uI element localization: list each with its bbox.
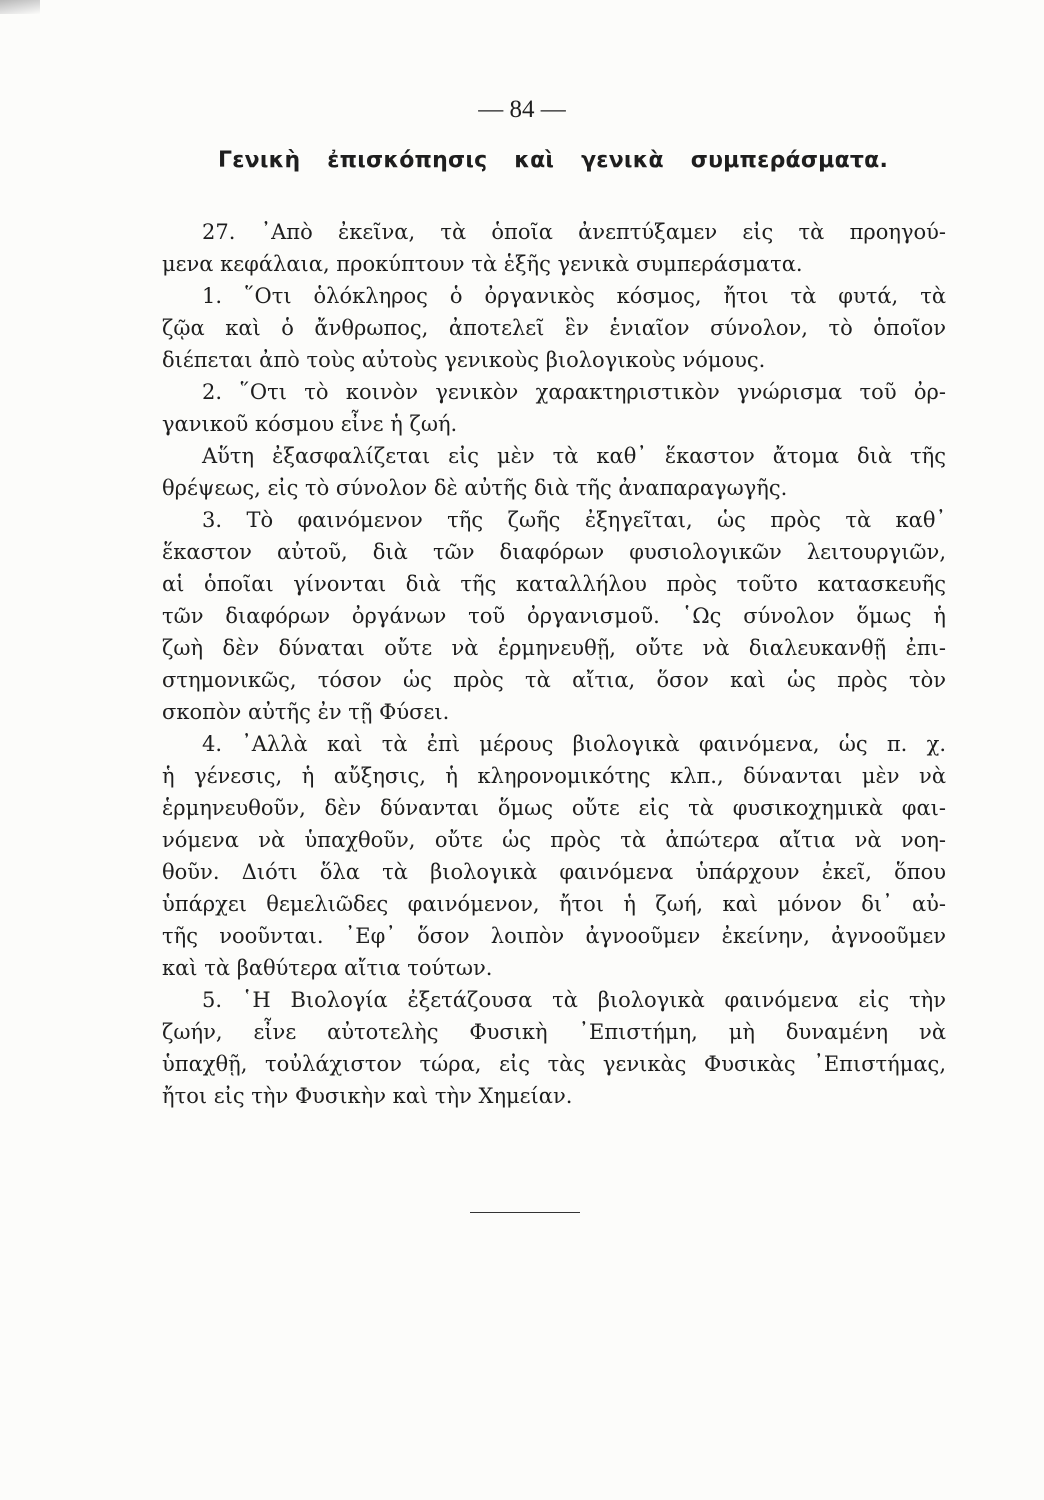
scan-corner-mark: [0, 0, 40, 14]
paragraph: [162, 504, 946, 728]
text-line: 1. ῞Οτι ὁλόκληρος ὁ ὀργανικὸς κόσμος, ἤτοι τὰ φυτά, τὰ: [202, 284, 946, 308]
text-line: ζωήν, εἶνε αὐτοτελὴς Φυσικὴ ᾿Επιστήμη, μὴ δυναμένη νὰ: [162, 1020, 946, 1044]
text-line: καὶ τὰ βαθύτερα αἴτια τούτων.: [162, 956, 493, 980]
text-line: 4. ᾿Αλλὰ καὶ τὰ ἐπὶ μέρους βιολογικὰ φαινόμενα, ὡς π. χ.: [202, 732, 946, 756]
text-line: 5. ῾Η Βιολογία ἐξετάζουσα τὰ βιολογικὰ φαινόμενα εἰς τὴν: [202, 988, 946, 1012]
text-line: θοῦν. Διότι ὅλα τὰ βιολογικὰ φαινόμενα ὑπάρχουν ἐκεῖ, ὅπου: [162, 860, 946, 884]
text-line: διέπεται ἀπὸ τοὺς αὐτοὺς γενικοὺς βιολογικοὺς νόμους.: [162, 348, 766, 372]
text-line: σκοπὸν αὐτῆς ἐν τῇ Φύσει.: [162, 700, 450, 724]
text-line: τῆς νοοῦνται. ᾿Εφ᾿ ὅσον λοιπὸν ἀγνοοῦμεν ἐκείνην, ἀγνοοῦμεν: [162, 924, 946, 948]
paragraph: [162, 984, 946, 1112]
text-line: στημονικῶς, τόσον ὡς πρὸς τὰ αἴτια, ὅσον καὶ ὡς πρὸς τὸν: [162, 668, 946, 692]
text-line: αἱ ὁποῖαι γίνονται διὰ τῆς καταλλήλου πρὸς τοῦτο κατασκευῆς: [162, 572, 946, 596]
text-line: θρέψεως, εἰς τὸ σύνολον δὲ αὐτῆς διὰ τῆς ἀναπαραγωγῆς.: [162, 476, 788, 500]
text-line: ἕκαστον αὐτοῦ, διὰ τῶν διαφόρων φυσιολογικῶν λειτουργιῶν,: [162, 540, 946, 564]
text-line: Αὕτη ἐξασφαλίζεται εἰς μὲν τὰ καθ᾿ ἕκαστον ἄτομα διὰ τῆς: [202, 444, 946, 468]
text-line: γανικοῦ κόσμου εἶνε ἡ ζωή.: [162, 412, 458, 436]
text-line: 27. ᾿Απὸ ἐκεῖνα, τὰ ὁποῖα ἀνεπτύξαμεν εἰς τὰ προηγού-: [202, 220, 946, 244]
text-line: ζῷα καὶ ὁ ἄνθρωπος, ἀποτελεῖ ἓν ἑνιαῖον σύνολον, τὸ ὁποῖον: [162, 316, 946, 340]
page-number: — 84 —: [478, 96, 566, 123]
text-line: ἑρμηνευθοῦν, δὲν δύνανται ὅμως οὔτε εἰς τὰ φυσικοχημικὰ φαι-: [162, 796, 946, 820]
text-line: 2. ῞Οτι τὸ κοινὸν γενικὸν χαρακτηριστικὸν γνώρισμα τοῦ ὀρ-: [202, 380, 946, 404]
end-rule: [470, 1212, 580, 1213]
text-line: ἤτοι εἰς τὴν Φυσικὴν καὶ τὴν Χημείαν.: [162, 1084, 573, 1108]
paragraph: [162, 216, 946, 280]
paragraph: [162, 440, 946, 504]
text-line: ζωὴ δὲν δύναται οὔτε νὰ ἑρμηνευθῇ, οὔτε νὰ διαλευκανθῇ ἐπι-: [162, 636, 946, 660]
text-line: ἡ γένεσις, ἡ αὔξησις, ἡ κληρονομικότης κλπ., δύνανται μὲν νὰ: [162, 764, 946, 788]
paragraph: [162, 376, 946, 440]
text-line: 3. Τὸ φαινόμενον τῆς ζωῆς ἐξηγεῖται, ὡς πρὸς τὰ καθ᾿: [202, 508, 946, 532]
text-line: νόμενα νὰ ὑπαχθοῦν, οὔτε ὡς πρὸς τὰ ἀπώτερα αἴτια νὰ νοη-: [162, 828, 946, 852]
section-heading: Γενικὴ ἐπισκόπησις καὶ γενικὰ συμπεράσματα.: [218, 148, 888, 173]
text-line: ὑπαχθῇ, τοὐλάχιστον τώρα, εἰς τὰς γενικὰς Φυσικὰς ᾿Επιστήμας,: [162, 1052, 946, 1076]
text-line: μενα κεφάλαια, προκύπτουν τὰ ἑξῆς γενικὰ συμπεράσματα.: [162, 252, 803, 276]
body-text: [162, 216, 946, 1112]
paragraph: [162, 280, 946, 376]
text-line: ὑπάρχει θεμελιῶδες φαινόμενον, ἤτοι ἡ ζωή, καὶ μόνον δι᾿ αὐ-: [162, 892, 946, 916]
paragraph: [162, 728, 946, 984]
text-line: τῶν διαφόρων ὀργάνων τοῦ ὀργανισμοῦ. ῾Ως σύνολον ὅμως ἡ: [162, 604, 946, 628]
